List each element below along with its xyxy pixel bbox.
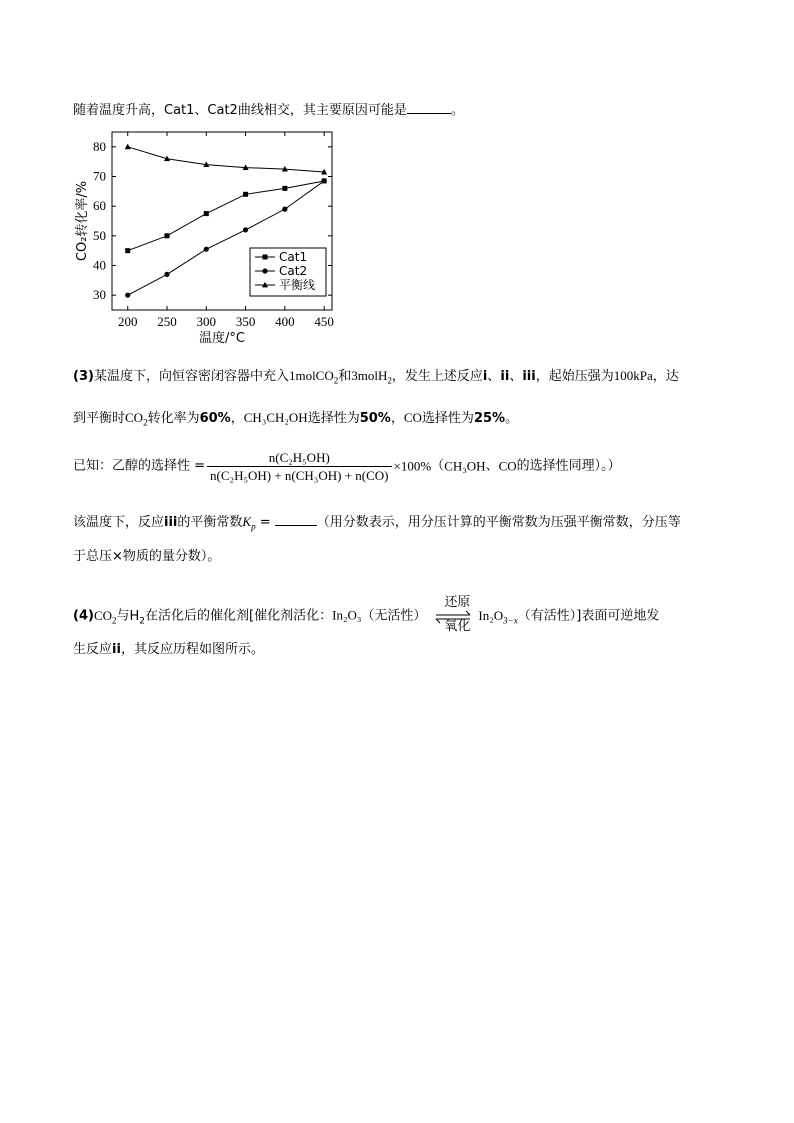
co-selectivity: 25% xyxy=(473,411,506,426)
x-tick-label: 300 xyxy=(196,314,217,329)
kp-line1 xyxy=(73,513,681,532)
sub: 2 xyxy=(387,375,392,386)
reaction-ii: ii xyxy=(500,369,510,384)
ethanol-selectivity: 50% xyxy=(359,411,391,426)
co2-formula xyxy=(93,607,117,626)
data-point-triangle xyxy=(125,144,131,150)
kp-text: 的平衡常数 xyxy=(177,515,243,530)
sub: 2 xyxy=(139,616,146,627)
q3-line2 xyxy=(73,409,518,428)
q4-text: 在活化后的催化剂[催化剂活化： xyxy=(145,608,333,624)
q3-label: (3) xyxy=(73,369,94,384)
data-point-square xyxy=(204,211,209,216)
kp-text: 该温度下，反应 xyxy=(73,515,165,530)
sub: 2 xyxy=(143,417,148,428)
q3-text: 转化率为 xyxy=(147,411,200,426)
amount-co2-text: 1molCO xyxy=(288,368,334,383)
h2-formula xyxy=(129,608,146,627)
conversion-value: 60% xyxy=(199,411,231,426)
co-formula: CO xyxy=(403,410,422,425)
legend-label: Cat2 xyxy=(279,264,308,278)
data-point-circle xyxy=(164,272,169,277)
data-point-circle xyxy=(125,293,130,298)
q4-text: 与 xyxy=(116,608,130,624)
selectivity-fraction xyxy=(207,449,391,484)
x-tick-label: 450 xyxy=(314,314,334,329)
q4-line1 xyxy=(73,596,659,636)
q3-text: 选择性为 xyxy=(307,411,360,426)
x-tick-label: 200 xyxy=(117,314,138,329)
sep: 、 xyxy=(487,369,501,384)
arrow-label-reduce: 还原 xyxy=(444,595,471,610)
sub: 2 xyxy=(333,375,339,386)
y-tick-label: 40 xyxy=(93,257,106,273)
sub: 3−x xyxy=(503,615,518,626)
fraction-numerator: n(C₂H₅OH) xyxy=(207,449,391,467)
known-text: （ xyxy=(431,458,445,474)
arrow-label-oxidize: 氧化 xyxy=(444,619,471,634)
in2o3x-formula xyxy=(478,607,518,626)
legend-label: 平衡线 xyxy=(279,278,316,292)
kp-symbol xyxy=(242,514,256,532)
q3-line1 xyxy=(73,367,679,386)
intro-text: 随着温度升高，Cat1、Cat2曲线相交，其主要原因可能是 xyxy=(73,103,407,118)
reaction-i: i xyxy=(482,369,488,384)
kp-text: 于总压×物质的量分数）。 xyxy=(73,549,221,564)
q3-text: ，起始压强为 xyxy=(535,369,614,384)
y-axis-label: CO₂转化率/% xyxy=(75,180,90,262)
intro-end: 。 xyxy=(450,103,464,118)
series-line-triangle xyxy=(128,147,324,172)
kp-equals: = xyxy=(255,515,275,530)
h2-text: H xyxy=(129,608,140,624)
q3-text: 和 xyxy=(338,369,352,384)
sep: 、 xyxy=(509,369,523,384)
x-tick-label: 350 xyxy=(235,314,256,329)
in2o3x-text: In₂O xyxy=(478,607,504,623)
legend-marker-circle xyxy=(262,268,267,273)
legend-marker-square xyxy=(263,255,268,260)
co2-conversion-chart xyxy=(70,130,340,350)
known-text: 的选择性同理）。） xyxy=(516,458,621,474)
amount-h2-text: 3molH xyxy=(351,368,388,383)
x-axis-label: 温度/°C xyxy=(199,331,245,346)
kp-k: K xyxy=(242,514,252,529)
q4-text: （无活性） xyxy=(361,608,427,624)
y-tick-label: 30 xyxy=(93,287,106,303)
kp-answer-blank[interactable] xyxy=(275,513,317,526)
co2-formula xyxy=(125,410,148,428)
data-point-circle xyxy=(204,247,209,252)
data-point-square xyxy=(165,233,170,238)
q3-text: 某温度下，向恒容密闭容器中充入 xyxy=(93,369,289,384)
q4-label: (4) xyxy=(73,608,94,624)
methanol-formula: CH₃OH xyxy=(444,458,486,474)
co2-text: CO xyxy=(93,607,112,623)
known-prefix: 已知：乙醇的选择性 = xyxy=(73,458,206,474)
data-point-square xyxy=(125,248,130,253)
reaction-ii: ii xyxy=(112,642,121,657)
initial-pressure: 100kPa xyxy=(613,368,653,383)
sub: 2 xyxy=(112,615,117,626)
q3-text: ， xyxy=(230,411,244,426)
y-tick-label: 60 xyxy=(93,198,106,214)
known-formula-line xyxy=(73,449,621,484)
sub: p xyxy=(251,521,256,532)
fraction-denominator: n(C₂H₅OH) + n(CH₃OH) + n(CO) xyxy=(210,468,389,483)
q3-text: 。 xyxy=(505,411,519,426)
answer-blank[interactable] xyxy=(407,101,451,114)
question-intro xyxy=(73,101,464,120)
data-point-circle xyxy=(322,178,327,183)
kp-text: （用分数表示，用分压计算的平衡常数为压强平衡常数，分压等 xyxy=(316,515,681,530)
legend-label: Cat1 xyxy=(279,250,308,264)
data-point-circle xyxy=(243,227,248,232)
reaction-iii: iii xyxy=(164,515,178,530)
known-text: 、 xyxy=(485,458,499,474)
redox-arrow xyxy=(430,596,474,636)
data-point-circle xyxy=(282,207,287,212)
y-tick-label: 80 xyxy=(93,138,106,154)
q3-text: ，发生上述反应 xyxy=(391,369,483,384)
amount-co2 xyxy=(288,368,339,386)
data-point-square xyxy=(282,186,287,191)
x-tick-label: 250 xyxy=(157,314,177,329)
q4-text: （有活性）]表面可逆地发 xyxy=(517,608,660,624)
q3-text: 到平衡时 xyxy=(73,411,126,426)
q4-line2 xyxy=(73,641,264,659)
co-formula: CO xyxy=(498,458,517,474)
series-line-square xyxy=(128,181,324,251)
co2-text: CO xyxy=(125,410,144,425)
q3-text: ， xyxy=(390,411,404,426)
amount-h2 xyxy=(351,368,392,386)
in2o3-formula: In₂O₃ xyxy=(332,607,362,623)
ethanol-formula: CH₃CH₂OH xyxy=(243,410,308,425)
q3-text: 选择性为 xyxy=(421,411,474,426)
data-point-square xyxy=(243,192,248,197)
kp-line2 xyxy=(73,548,220,566)
times-100: ×100% xyxy=(393,458,432,474)
reaction-iii: iii xyxy=(522,369,536,384)
q3-text: ，达 xyxy=(652,369,679,384)
y-tick-label: 70 xyxy=(93,168,106,184)
q4-text: ，其反应历程如图所示。 xyxy=(120,642,264,657)
q4-text: 生反应 xyxy=(73,642,113,657)
y-tick-label: 50 xyxy=(93,227,106,243)
x-tick-label: 400 xyxy=(275,314,295,329)
